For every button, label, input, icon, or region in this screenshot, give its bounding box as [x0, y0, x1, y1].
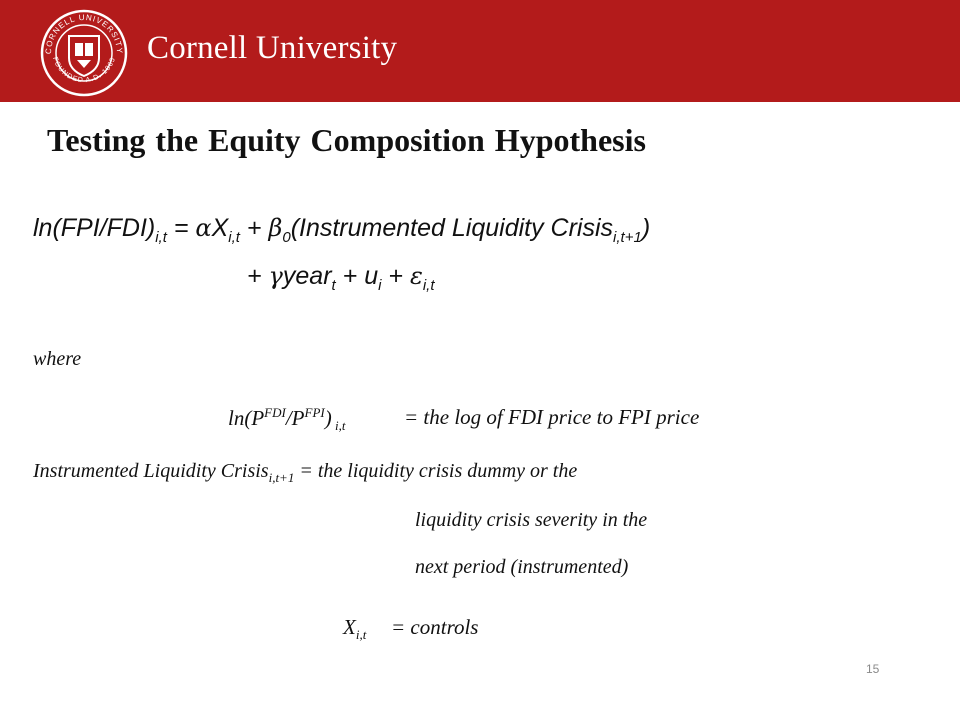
- d2-term: Instrumented Liquidity Crisis: [33, 460, 269, 482]
- definition-price-ratio-text: = the log of FDI price to FPI price: [404, 405, 700, 429]
- eq-eps-sub: i,t: [422, 277, 435, 294]
- definition-controls-text: = controls: [391, 615, 479, 639]
- brand-name: Cornell University: [147, 30, 398, 66]
- d1-sup-fpi: FPI: [304, 405, 325, 420]
- d2-text: = the liquidity crisis dummy or the: [294, 460, 578, 482]
- svg-text:CORNELL UNIVERSITY: CORNELL UNIVERSITY: [43, 12, 125, 55]
- eq-plus: +: [239, 214, 269, 242]
- eq-x-sub: i,t: [228, 229, 240, 246]
- eq-year: year: [282, 262, 332, 290]
- eq-u-sub: i: [378, 277, 382, 294]
- regression-equation-line-1: [33, 214, 650, 246]
- where-label: where: [33, 348, 82, 370]
- eq-plus-3: +: [381, 262, 410, 290]
- svg-text:FOUNDED A.D. 1865: FOUNDED A.D. 1865: [50, 56, 118, 85]
- definition-price-ratio: [228, 405, 345, 434]
- definition-liquidity-crisis-line-2: liquidity crisis severity in the: [415, 509, 648, 531]
- eq-lhs: ln(FPI/FDI): [33, 214, 156, 242]
- eq-lhs-sub: i,t: [155, 229, 167, 246]
- page-number: 15: [866, 662, 880, 676]
- definition-controls: [343, 615, 366, 643]
- cornell-seal-logo: [39, 8, 129, 98]
- d1-term: ln(P: [228, 406, 265, 430]
- eq-equals: =: [166, 214, 196, 242]
- d3-term: X: [343, 615, 356, 639]
- eq-year-sub: t: [331, 277, 336, 294]
- regression-equation-line-2: [247, 262, 435, 294]
- d1-sub: i,t: [331, 418, 346, 434]
- epsilon-symbol: ε: [409, 262, 423, 290]
- d1-close: ): [324, 406, 332, 430]
- eq-close: ): [641, 214, 651, 242]
- eq-plus-2: +: [247, 262, 269, 290]
- alpha-symbol: α: [195, 214, 212, 242]
- eq-u: + u: [335, 262, 379, 290]
- definition-liquidity-crisis: [33, 460, 577, 486]
- d1-sup-fdi: FDI: [264, 405, 286, 420]
- header-bar: [0, 0, 960, 102]
- eq-crisis: (Instrumented Liquidity Crisis: [290, 214, 614, 242]
- d3-sub: i,t: [355, 627, 367, 643]
- slide-title: Testing the Equity Composition Hypothesis: [47, 122, 646, 158]
- eq-beta-sub: 0: [282, 229, 291, 246]
- d2-sub: i,t+1: [268, 470, 295, 485]
- d1-mid: /P: [285, 406, 305, 430]
- eq-x: X: [211, 214, 229, 242]
- beta-symbol: β: [268, 214, 283, 242]
- definition-liquidity-crisis-line-3: next period (instrumented): [415, 556, 629, 578]
- eq-crisis-sub: i,t+1: [613, 229, 642, 246]
- gamma-symbol: γ: [268, 262, 283, 290]
